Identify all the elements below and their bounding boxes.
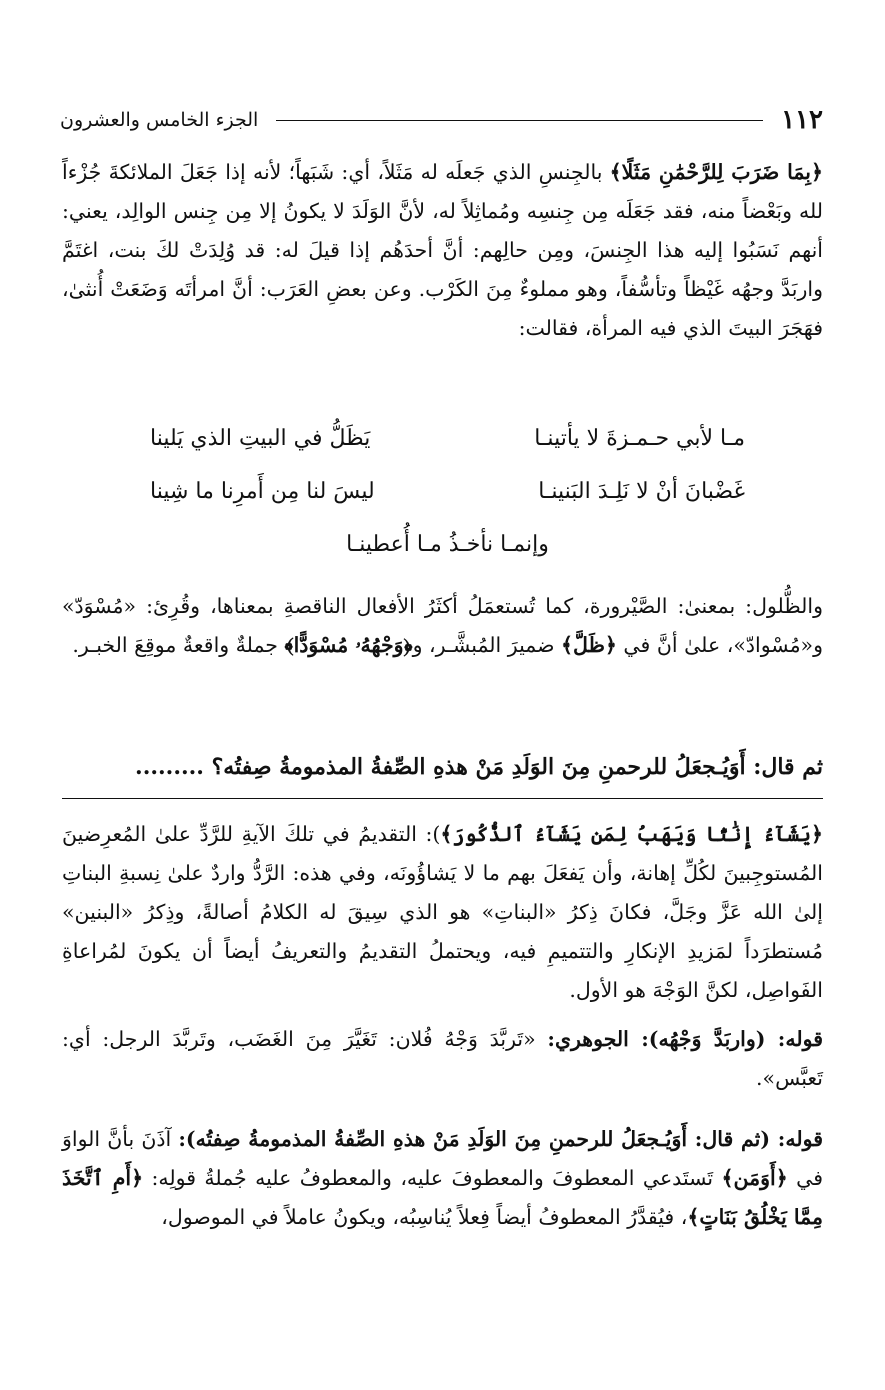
paragraph-text: تَستَدعي المعطوفَ والمعطوفَ عليه، والمعطوفُ عليه جُملةُ قولِه: (143, 1166, 722, 1190)
verse-hemistich: يَظَلُّ في البيتِ الذي يَلينا (150, 426, 371, 451)
paragraph-text: ): التقديمُ في تلكَ الآيةِ للرَّدِّ علىٰ المُعرِضينَ المُستوجِبينَ لكُلِّ إهانة، وأن يَفعَلَ بهم ما لا يَشاؤُونَه، وفي هذه: الرَّدُّ واردٌ علىٰ نِسبةِ البناتِ إلىٰ الله عَزَّ وجَلَّ، فكانَ ذِكرُ «البناتِ» هو الذي سِيقَ له الكلامُ أصالةً، وذِكرُ «البنين» مُستطرَداً لمَزيدِ الإنكارِ والتتميمِ فيه، ويحتملُ التقديمُ والتعريفُ أيضاً أن يكونَ لمُراعاةِ الفَواصِل، لكنَّ الوَجْهَ هو الأول. (62, 822, 823, 1002)
quran-quote: ﴿أَمِ ٱتَّخَذَ مِمَّا يَخْلُقُ بَنَاتٍ﴾ (62, 1166, 823, 1229)
commentary-text (62, 815, 823, 1237)
commentary-paragraph (62, 815, 823, 1010)
verse-line: وإنمـا نأخـذُ مـا أُعطينـا (346, 532, 549, 557)
paragraph (62, 587, 823, 665)
quran-quote: ﴿وَجْهُهُۥ مُسْوَدًّا﴾ (284, 633, 413, 657)
header-rule (276, 120, 763, 121)
quran-quote: ﴿ظَلَّ﴾ (561, 633, 617, 657)
paragraph-text: آذَنَ بأنَّ الواوَ في (62, 1127, 824, 1190)
main-heading: ثم قال: أَوَيُـجعَلُ للرحمنِ مِنَ الوَلَدِ مَنْ هذهِ الصِّفةُ المذمومةُ صِفتُه؟ ......... (135, 754, 823, 780)
verse-hemistich: ليسَ لنا مِن أَمرِنا ما شِينا (150, 479, 375, 504)
page-number: ١١٢ (781, 105, 823, 135)
paragraph-text: جملةٌ واقعةٌ موقِعَ الخبـر. (72, 633, 285, 657)
main-text-middle (62, 587, 823, 665)
running-title: الجزء الخامس والعشرون (60, 109, 259, 131)
quran-quote: ﴿بِمَا ضَرَبَ لِلرَّحْمَٰنِ مَثَلًا﴾ (609, 160, 823, 184)
section-divider (62, 798, 823, 799)
main-text-upper (62, 153, 823, 348)
paragraph (62, 153, 823, 348)
verse-line (150, 412, 745, 465)
paragraph-text: ضميرَ المُبشَّـر، و (412, 633, 562, 657)
quran-quote: ﴿يَشَآءُ إِنَٰثًا وَيَهَبُ لِمَن يَشَآءُ ٱلذُّكُورَ﴾ (440, 822, 823, 846)
commentary-paragraph (62, 1020, 823, 1098)
running-head (60, 104, 823, 136)
verse-hemistich: غَضْبانَ أنْ لا نَلِـدَ البَنينـا (538, 479, 745, 504)
commentary-paragraph (62, 1120, 823, 1237)
paragraph-text: والظُّلول: بمعنىٰ: الصَّيْرورة، كما تُستعمَلُ أكثَرُ الأفعال الناقصةِ بمعناها، وقُرِئ: «مُسْوَدّ» و«مُسْوادّ»، علىٰ أنَّ في (62, 594, 823, 657)
paragraph-text: ، فيُقدَّرُ المعطوفُ أيضاً فِعلاً يُناسِبُه، ويكونُ عاملاً في الموصول، (161, 1205, 688, 1229)
commentary-lead: قوله: (ثم قال: أَوَيُـجعَلُ للرحمنِ مِنَ الوَلَدِ مَنْ هذهِ الصِّفةُ المذمومةُ صِفتُه): (178, 1127, 824, 1151)
paragraph-text: «تَربَّدَ وَجْهُ فُلان: تَغَيَّرَ مِنَ الغَضَب، وتَربَّدَ الرجل: أي: تَعبَّس». (62, 1027, 823, 1090)
commentary-lead: قوله: (واربَدَّ وَجْهُه): الجوهري: (547, 1027, 823, 1051)
verse-line (150, 465, 745, 518)
verse-hemistich: مـا لأبي حـمـزةَ لا يأتينـا (534, 426, 745, 451)
paragraph-text: بالجِنسِ الذي جَعلَه له مَثَلاً، أي: شَبَهاً؛ لأنه إذا جَعَلَ الملائكةَ جُزْءاً لله وبَعْضاً منه، فقد جَعَلَه مِن جِنسِه ومُماثِلاً له، لأنَّ الوَلَدَ لا يكونُ إلا مِن جِنس الوالِد، يعني: أنهم نَسَبُوا إليه هذا الجِنسَ، ومِن حالِهم: أنَّ أحدَهُم إذا قيلَ له: قد وُلِدَتْ لكَ بنت، اغتَمَّ واربَدَّ وجهُه غَيْظاً وتأسُّفاً، وهو مملوءٌ مِنَ الكَرْب. وعن بعضِ العَرَب: أنَّ امرأتَه وَضَعَتْ أُنثىٰ، فهَجَرَ البيتَ الذي فيه المرأة، فقالت: (62, 160, 823, 340)
poetry-verse (150, 412, 745, 571)
quran-quote: ﴿أَوَمَن﴾ (721, 1166, 788, 1190)
